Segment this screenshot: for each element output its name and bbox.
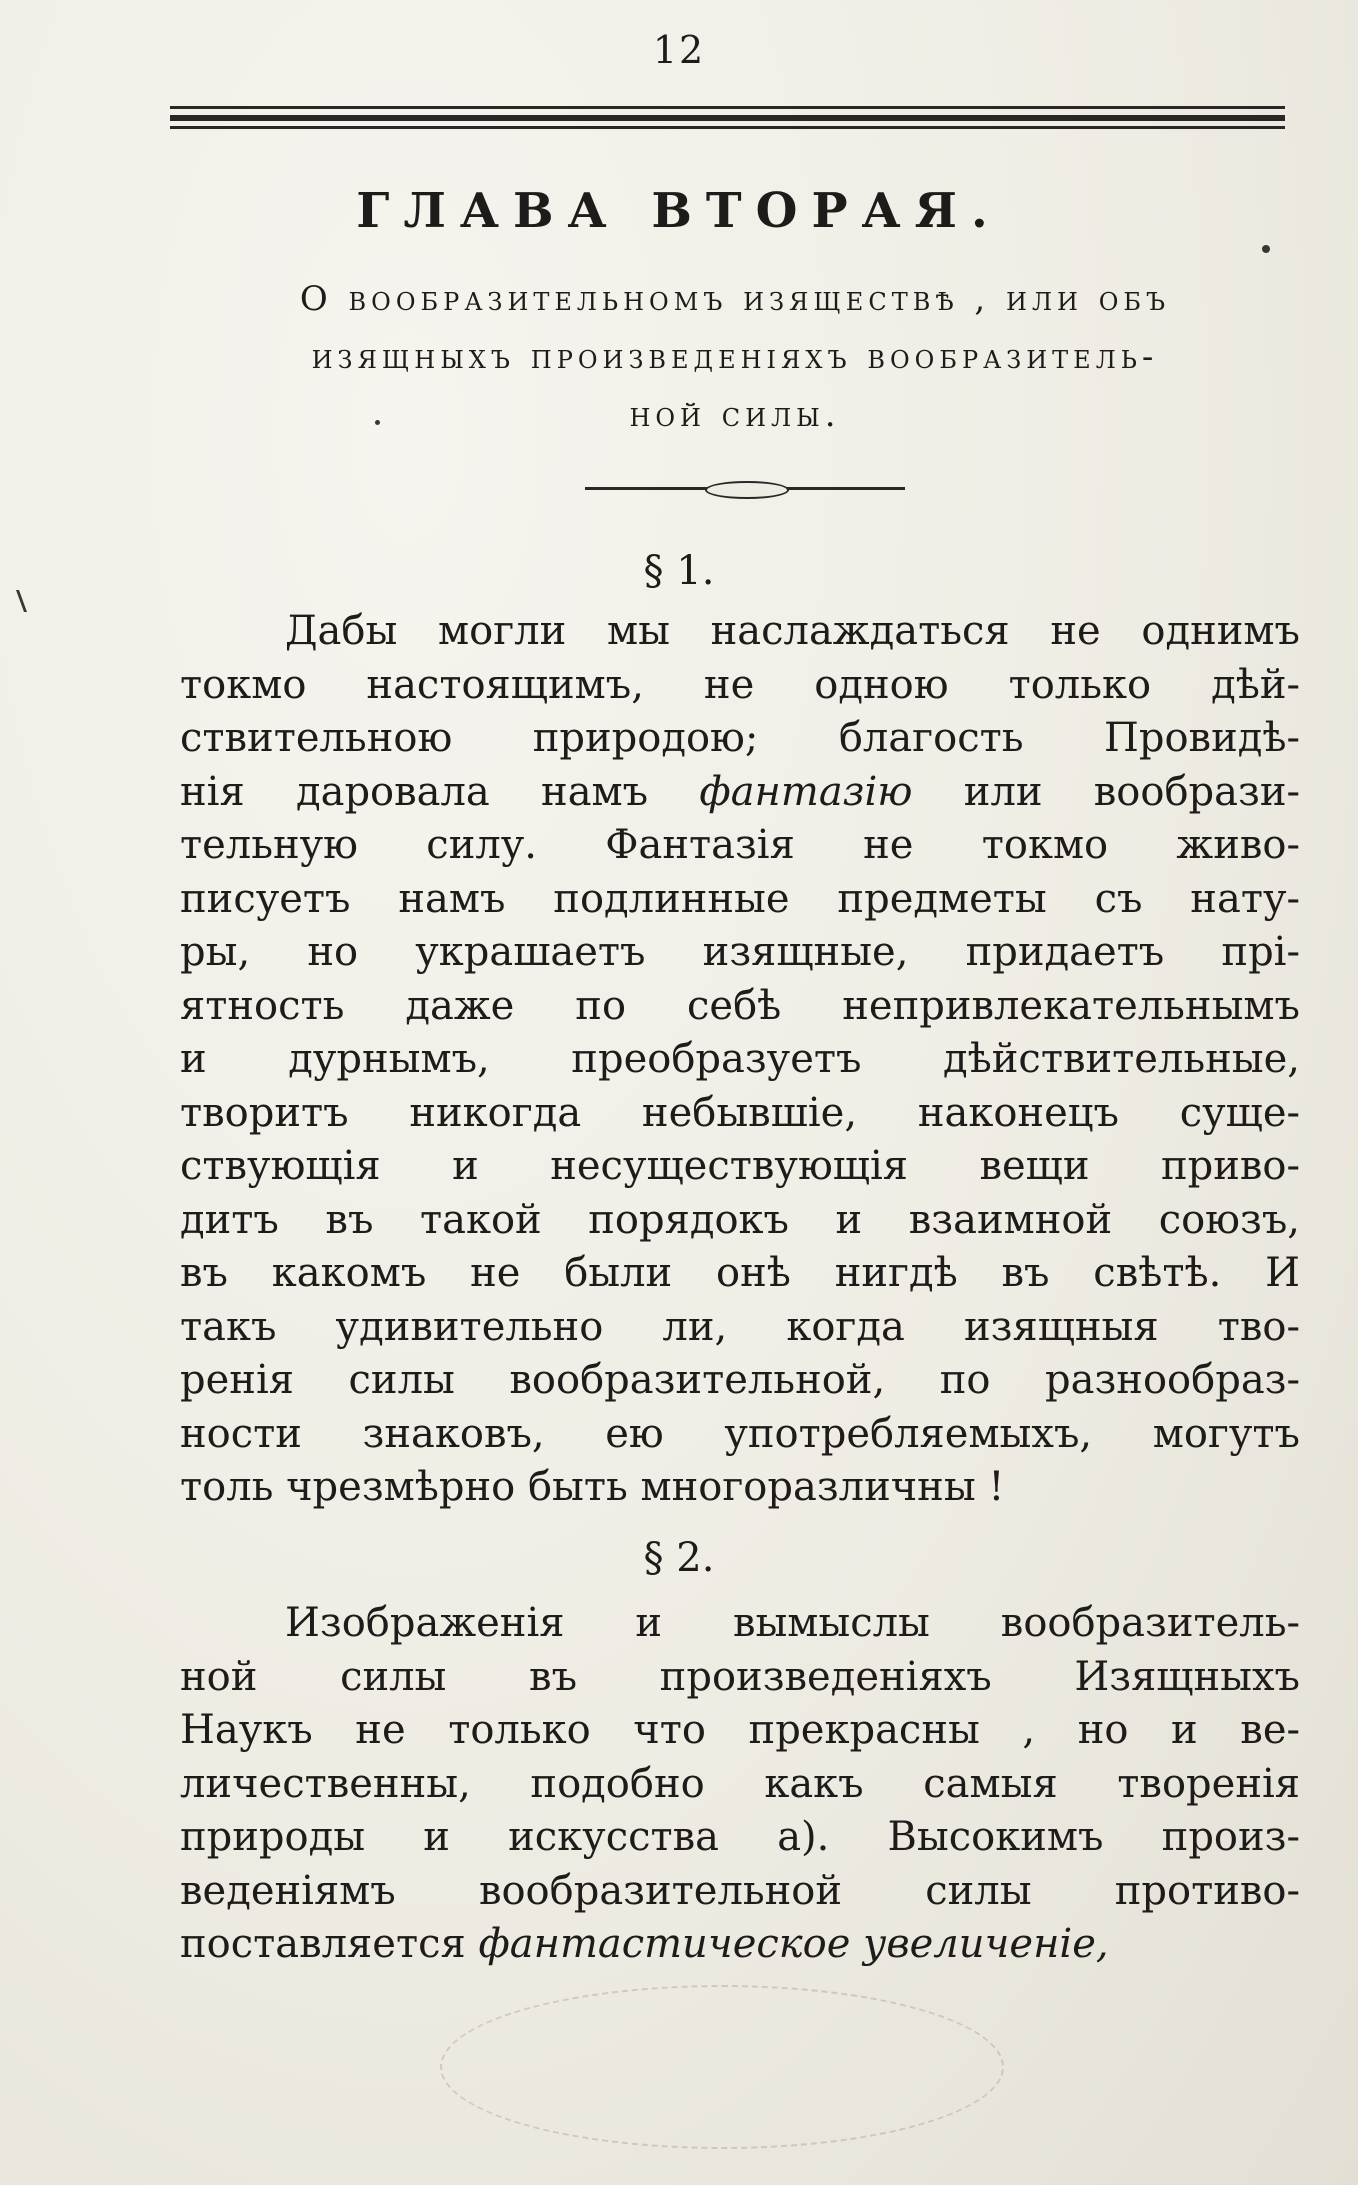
ink-speck <box>1262 245 1270 253</box>
text-line: творитъ никогда небывшiе, наконецъ суще- <box>180 1089 1300 1136</box>
text-line: тельную силу. Фантазiя не токмо живо- <box>180 822 1300 868</box>
text-line: природы и искусства а). Высокимъ произ- <box>180 1814 1300 1860</box>
ink-speck <box>375 420 380 425</box>
text-line: ствительною природою; благость Провидѣ- <box>180 715 1300 761</box>
text-line: ности знаковъ, ею употребляемыхъ, могутъ <box>180 1410 1300 1457</box>
paragraph-1 <box>180 605 1300 1515</box>
page-number: 12 <box>652 28 706 72</box>
text-line: Изображенiя и вымыслы вообразитель- <box>285 1600 1300 1646</box>
text-line: толь чрезмѣрно быть многоразличны ! <box>180 1464 1005 1510</box>
text-line: личественны, подобно какъ самыя творенiя <box>180 1760 1300 1807</box>
header-rule <box>170 106 1285 132</box>
text-line: токмо настоящимъ, не одною только дѣй- <box>180 661 1300 708</box>
text-line: ренiя силы вообразительной, по разнообраз- <box>180 1357 1300 1403</box>
subtitle-line: О вообразительномъ изяществѣ , или объ <box>299 279 1171 319</box>
text-line: Дабы могли мы наслаждаться не однимъ <box>285 608 1300 654</box>
text-line: такъ удивительно ли, когда изящныя тво- <box>180 1303 1300 1350</box>
text-line: ры, но украшаетъ изящные, придаетъ прi- <box>180 929 1300 975</box>
text-line: и дурнымъ, преобразуетъ дѣйствительные, <box>180 1036 1300 1082</box>
text-line: нiя даровала намъ фантазiю или вообрази- <box>180 768 1300 815</box>
text-line: ятность даже по себѣ непривлекательнымъ <box>180 982 1300 1029</box>
text-line: поставляется фантастическое увеличенiе, <box>180 1921 1109 1967</box>
chapter-title: ГЛАВА ВТОРАЯ. <box>356 183 1002 239</box>
section-heading-1: § 1. <box>643 548 715 594</box>
chapter-subtitle <box>170 270 1300 444</box>
text-line: въ какомъ не были онѣ нигдѣ въ свѣтѣ. И <box>180 1250 1300 1296</box>
text-line: веденiямъ вообразительной силы противо- <box>180 1867 1300 1914</box>
text-line: Наукъ не только что прекрасны , но и ве- <box>180 1707 1300 1753</box>
section-heading-2: § 2. <box>643 1535 715 1581</box>
subtitle-line: ной силы. <box>629 395 841 435</box>
paragraph-2 <box>180 1597 1300 1972</box>
text-line: писуетъ намъ подлинные предметы съ нату- <box>180 875 1300 922</box>
text-line: дитъ въ такой порядокъ и взаимной союзъ, <box>180 1196 1300 1243</box>
text-line: ствующiя и несуществующiя вещи приво- <box>180 1143 1300 1189</box>
subtitle-line: изящныхъ произведенiяхъ вообразитель- <box>311 337 1159 377</box>
library-stamp <box>440 1985 1004 2149</box>
text-line: ной силы въ произведенiяхъ Изящныхъ <box>180 1653 1300 1700</box>
ornament-divider <box>585 478 905 498</box>
